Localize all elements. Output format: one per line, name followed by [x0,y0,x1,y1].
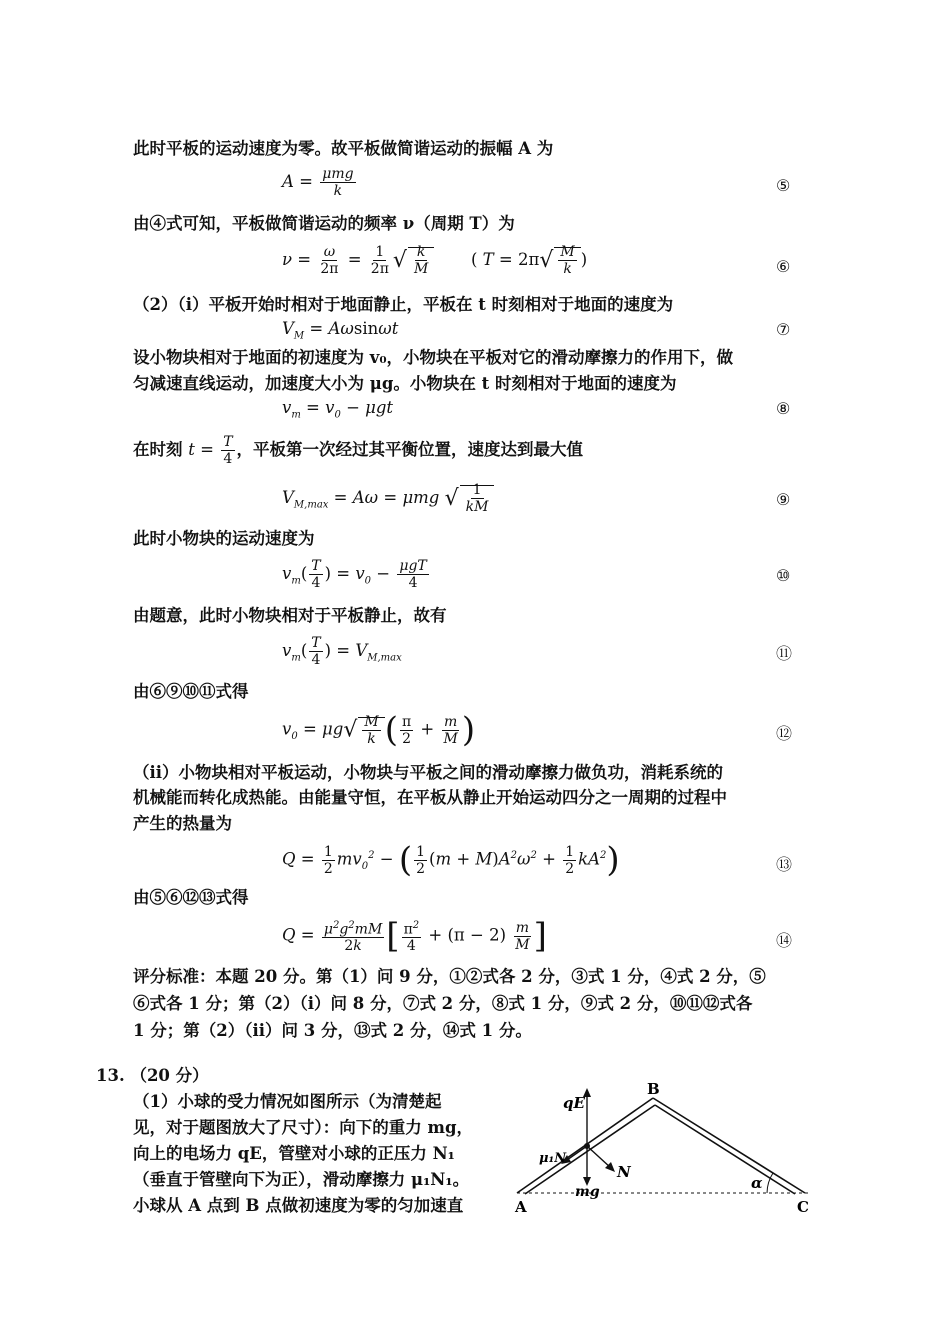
text-line: （ii）小物块相对平板运动，小物块与平板之间的滑动摩擦力做负功，消耗系统的 [133,763,724,782]
text-line: 机械能而转化成热能。由能量守恒，在平板从静止开始运动四分之一周期的过程中 [133,788,727,807]
equation-tag: ⑨ [776,490,791,509]
equation-tag: ⑭ [776,931,793,950]
text-line: 此时平板的运动速度为零。故平板做简谐运动的振幅 A 为 [133,139,554,158]
label-friction: μ₁N [539,1151,567,1166]
label-alpha: α [751,1174,763,1192]
label-n: N [617,1163,631,1181]
text-line: （垂直于管壁向下为正），滑动摩擦力 μ₁N₁。 [133,1170,470,1189]
text-line: 见，对于题图放大了尺寸）：向下的重力 mg， [133,1118,473,1137]
question-number: 13. （20 分） [96,1066,209,1085]
label-c: C [797,1198,809,1216]
text-line: 向上的电场力 qE，管壁对小球的正压力 N₁ [133,1144,455,1163]
equation-tag: ⑥ [776,257,791,276]
text-line: 产生的热量为 [133,814,232,833]
label-qe: qE [563,1094,585,1112]
text-line: （1）小球的受力情况如图所示（为清楚起 [133,1092,442,1111]
text-line: 由题意，此时小物块相对于平板静止，故有 [133,606,447,625]
equation-vmax: $V_{M,max} = A\omega = \mu mg$ √ $\frac{1}{kM}$ [282,482,494,515]
label-b: B [647,1080,660,1098]
equation-frequency: ν = $\frac{\omega}{2\pi}$ = $\frac{1}{2\pi}$ √ $\frac{k}{M}$ ( T = 2π√ $\frac{M}{k}$ ) [282,244,588,277]
equation-vm-T4: $v_m$( $\frac{T}{4}$ ) = $v_0$ − $\frac{\text{μgT}}{4}$ [282,558,427,591]
equation-velocity-plate: $V_M = A\omega\sin\omega t$ [282,319,399,342]
text-line: 评分标准：本题 20 分。第（1）问 9 分，①②式各 2 分，③式 1 分，④式 2 分，⑤ [133,967,766,986]
n-arrow [587,1146,611,1168]
text-line: 由⑤⑥⑫⑬式得 [133,888,249,907]
text-line: 在时刻 t = $\frac{T}{4}$ ，平板第一次经过其平衡位置，速度达到最大值 [133,434,584,467]
equation-tag: ⑬ [776,855,793,874]
equation-tag: ⑪ [776,644,793,663]
text-line: 小球从 A 点到 B 点做初速度为零的匀加速直 [133,1196,464,1215]
equation-tag: ⑦ [776,320,791,339]
equation-tag: ⑫ [776,724,793,743]
text-line: 匀减速直线运动，加速度大小为 μg。小物块在 t 时刻相对于地面的速度为 [133,374,677,393]
equation-tag: ⑧ [776,399,791,418]
text-line: 设小物块相对于地面的初速度为 v₀，小物块在平板对它的滑动摩擦力的作用下，做 [133,348,734,367]
equation-amplitude: A = $\frac{\text{μmg}}{k}$ [282,166,354,199]
equation-heat-result: Q = $\frac{\mu^2g^2mM}{2k}$ [ $\frac{\pi^2}{4}$ + (π − 2) $\frac{m}{M}$ ] [282,916,547,956]
equation-velocity-block: $v_m = v_0 - \mu gt$ [282,398,394,421]
text-segment: ，平板第一次经过其平衡位置，速度达到最大值 [236,440,584,459]
text-line: ⑥式各 1 分；第（2）（i）问 8 分，⑦式 2 分，⑧式 1 分，⑨式 2 分，⑩⑪⑫式各 [133,994,753,1013]
text-line: 1 分；第（2）（ii）问 3 分，⑬式 2 分，⑭式 1 分。 [133,1021,532,1040]
text-line: 由⑥⑨⑩⑪式得 [133,682,249,701]
tube-bc-upper [653,1098,805,1193]
tube-bc-lower [655,1105,795,1194]
label-mg: mg [575,1184,600,1200]
equation-tag: ⑤ [776,176,791,195]
equation-heat: Q = $\frac{1}{2}$ $mv_0^2$ − ( $\frac{1}{2}$ $(m + M)A^2\omega^2$ + $\frac{1}{2}$ $kA^2$) [282,840,620,880]
equation-tag: ⑩ [776,566,791,585]
force-diagram [505,1080,835,1225]
equation-rest: $v_m$( $\frac{T}{4}$ ) = $V_{M,max}$ [282,635,402,668]
text-line: 此时小物块的运动速度为 [133,529,315,548]
text-segment: 在时刻 [133,440,183,459]
text-line: （2）（i）平板开始时相对于地面静止，平板在 t 时刻相对于地面的速度为 [133,295,674,314]
text-line: 由④式可知，平板做简谐运动的频率 ν（周期 T）为 [133,214,515,233]
label-a: A [515,1198,527,1216]
equation-v0: $v_0 = \mu g√$ $\frac{M}{k}$ ( $\frac{\pi}{2}$ + $\frac{m}{M}$ ) [282,710,476,750]
